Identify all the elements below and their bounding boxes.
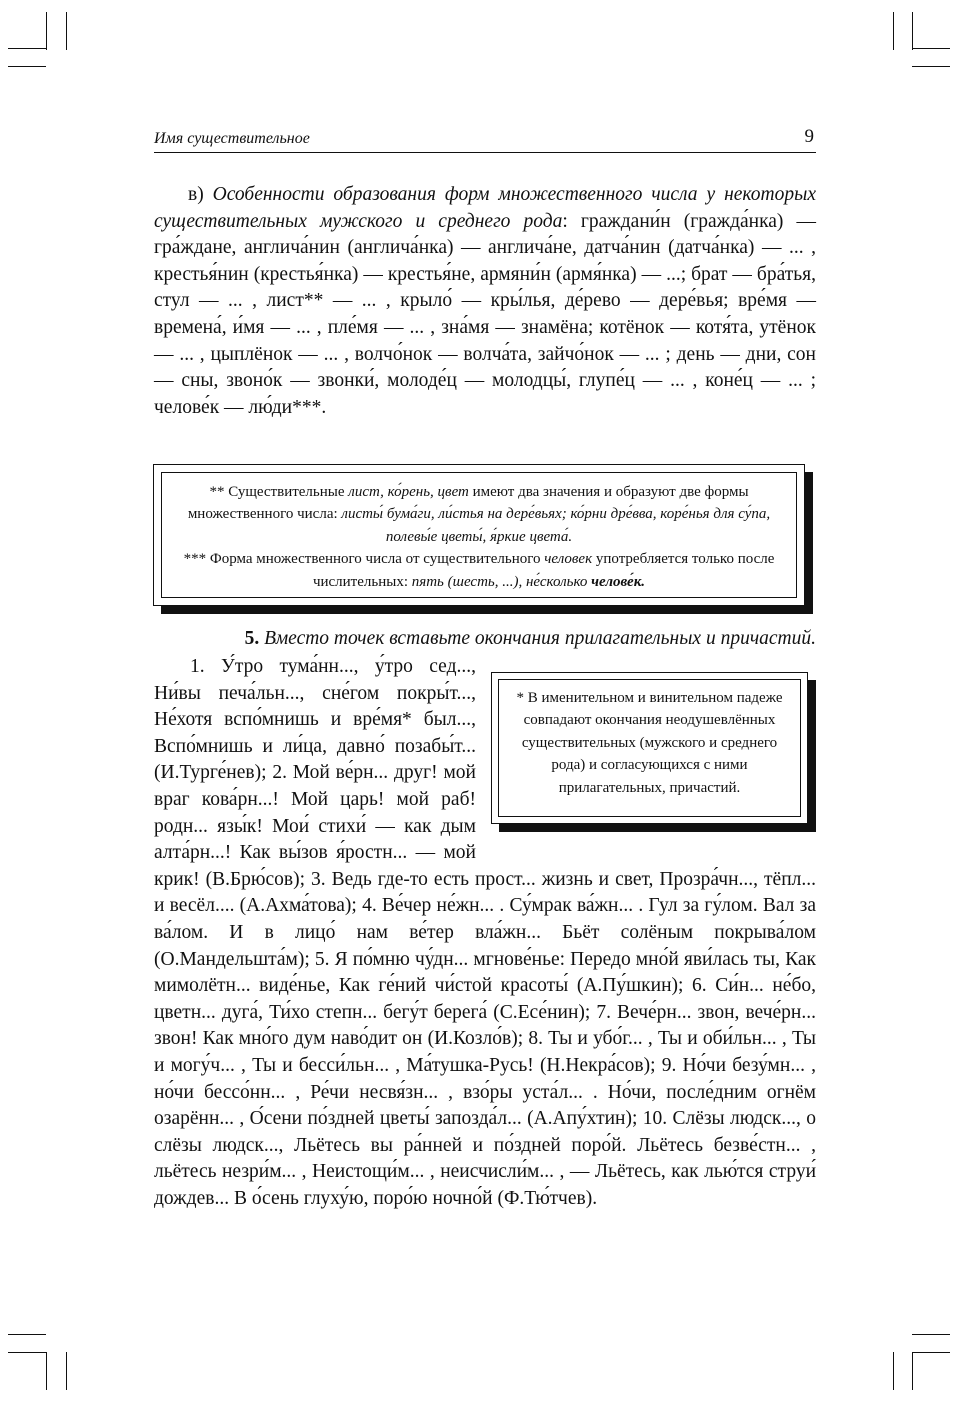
footnote-example-words: лист, ко́рень, цвет [348,484,469,500]
crop-mark [46,12,47,50]
footnote-text: *** Форма множественного числа от существительного [183,551,545,568]
crop-mark [66,12,67,50]
crop-mark [8,1334,46,1335]
crop-mark [912,48,950,49]
crop-mark [893,1352,894,1390]
crop-mark [912,66,950,67]
footnote-text: употребляется только после числительных: [312,551,775,590]
exercise-poems: 1. У́тро тума́нн..., у́тро сед..., Ни́вы печа́льн..., сне́гом покры́т..., Не́хотя вспо́мнишь и вре́мя* был..., Вспо́мнишь и ли́ца, давно́ позабы́т... (И.Турге́нев); 2. Мой ве́рн... друг! мой враг кова́рн...! Мой царь! мой раб! родн... язы́к! Мои́ стихи́ — как дым алта́рн...! Как вы́зов я́ростн... — мой крик! (В.Брю́сов); 3. Ведь где-то есть прост... жизнь и свет, Прозра́чн..., тёпл... и весёл.... (А.Ахма́това); 4. Ве́чер не́жн... . Су́мрак ва́жн... . Гул за гу́лом. Вал за ва́лом. И в лицо́ нам ве́тер вла́жн... Бьёт солёным покрыва́лом (О.Мандельшта́м); 5. Я по́мню чу́дн... мгнове́нье: Передо мно́й яви́лась ты, Как мимолётн... виде́нье, Как ге́ний чи́стой красоты́ (А.Пу́шкин); 6. Си́н... не́бо, цветн... дуга́, Ти́хо степн... бегу́т берега́ (С.Есе́нин); 7. Вече́рн... звон, вече́рн... звон! Как мно́го дум наво́дит он (И.Козло́в); 8. Ты и убо́г... , Ты и оби́льн... , Ты и могу́ч... , Ты и бесси́льн... , Ма́тушка-Русь! (Н.Некра́сов); 9. Но́чи безу́мн... , но́чи бессо́нн... , Ре́чи несвя́зн... , взо́ры уста́л... . Но́чи, после́дним огнём озарённ... , О́сени по́здней цветы́ запозда́л... (А.Апу́хтин); 10. Слёзы людск..., о слёзы людск..., Льётесь вы ра́нней и по́здней поро́й. Льётесь безве́стн... , льётесь незри́м... , Неистощи́м... , неисчисли́м... , — Льётесь, как лью́тся струи́ дождев... В о́сень глуху́ю, поро́ю ночно́й (Ф.Тю́тчев). [154,656,816,1209]
footnote-examples: пять (шесть, ...), не́сколько [411,573,592,590]
crop-mark [66,1352,67,1390]
footnote-bold-word: челове́к. [591,573,646,590]
crop-mark [893,12,894,50]
crop-mark [8,1352,46,1353]
crop-mark [912,1352,913,1390]
footnote-examples: листы́ бума́ги, ли́стья на дере́вьях; ко́рни дре́вва, коре́нья для су́па, полевы́е цветы́, я́ркие цвета́. [341,506,771,545]
crop-mark [912,1334,950,1335]
footnote-example-word: человек [544,551,593,568]
section-body: граждани́н (гражда́нка) — гра́ждане, англича́нин (англича́нка) — англича́не, датча́нин (датча́нка) — ... , крестья́нин (крестья́нка) — крестья́не, армяни́н (армя́нка) — ...; брат — бра́тья, стул — ... , лист** — ... , крыло́ — кры́лья, де́рево — дере́вья; вре́мя — времена́, и́мя — ... , пле́мя — ... , зна́мя — знамёна; котёнок — котя́та, утёнок — ... , цыплёнок — ... , волчо́нок — волча́та, зайчо́нок — ... ; день — дни, сон — сны, звоно́к — звонки́, молоде́ц — молодцы́, глупе́ц — ... , коне́ц — ... ; челове́к — лю́ди***. [154,210,817,418]
crop-mark [46,1352,47,1390]
running-header [154,126,816,153]
footnote-text: ** Существительные [209,484,349,500]
footnote-text: имеют два значения и образуют две формы множественного числа: [187,484,749,523]
exercise-instruction: Вместо точек вставьте окончания прилагательных и причастий. [264,628,816,649]
footnote-box-inner [161,472,797,598]
section-heading: Особенности образования форм множественного числа у некоторых существительных мужского и среднего рода [154,184,816,232]
page-number: 9 [804,126,814,147]
crop-mark [8,66,46,67]
crop-mark [8,48,46,49]
exercise-number: 5. [244,628,260,649]
chapter-title: Имя существительное [154,130,310,147]
section-label: в) [188,184,204,205]
crop-mark [912,1352,950,1353]
footnote-box-inner: * В именительном и винительном падеже совпадают окончания неодушевлённых существительных (мужского и среднего рода) и согласующихся с ними прилагательных, причастий. [498,679,801,817]
crop-mark [912,12,913,50]
footnote-box-case [491,672,808,824]
exercise-5-heading [154,626,816,653]
heading-colon: : [562,210,568,232]
section-v-paragraph [154,182,816,421]
footnote-box-plural [153,464,805,606]
